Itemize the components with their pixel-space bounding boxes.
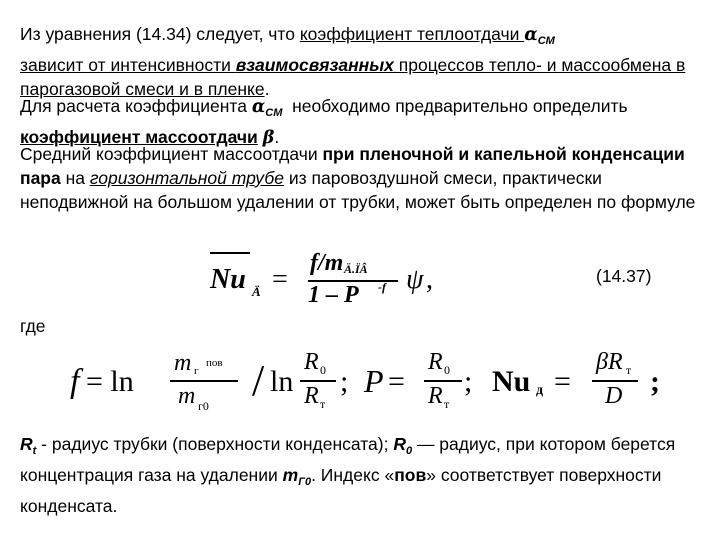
equation-number: (14.37): [596, 266, 652, 286]
f-symbol: f: [70, 363, 80, 400]
semicolon: ;: [650, 365, 660, 398]
term-interconnected: взаимосвязанных: [235, 55, 394, 75]
m-numerator: m: [174, 350, 192, 376]
semicolon: ;: [464, 365, 473, 398]
fraction-line: [170, 380, 238, 382]
alpha-symbol: α: [524, 25, 538, 45]
text: процессов тепло- и массообмена в парогазовой смеси и в пленке: [20, 55, 686, 99]
r0-numerator: R: [428, 349, 443, 375]
numerator-subscript: Ä.ÏÂ: [344, 262, 368, 276]
fraction-line: [592, 380, 638, 382]
comma: ,: [426, 264, 433, 295]
m-numerator-subscript: г: [194, 365, 199, 377]
rt-denominator-subscript: т: [320, 397, 326, 411]
beta-r-subscript: т: [626, 363, 632, 377]
text: .: [264, 79, 270, 99]
paragraph-heat-transfer: [20, 22, 700, 101]
beta-r-numerator: βR: [596, 349, 623, 375]
text: необходимо предварительно определить: [282, 96, 633, 116]
term-condensation: при пленочной и капельной конденсации пара: [20, 144, 685, 188]
r0-numerator-subscript: 0: [320, 363, 326, 377]
text: .: [274, 127, 280, 147]
term-heat-transfer-coefficient: коэффициент теплоотдачи: [299, 24, 525, 44]
fraction-line: [300, 380, 336, 382]
formula-definitions: [60, 345, 680, 425]
rt-denominator: R: [428, 383, 443, 409]
overline: [210, 252, 250, 254]
m-subscript: Г0: [298, 476, 312, 488]
fraction-line: [424, 380, 462, 382]
text: зависит от интенсивности: [20, 55, 236, 75]
ln-second: ln: [270, 365, 294, 398]
nusselt-symbol: Nu: [210, 264, 246, 295]
m-denominator-subscript: г0: [198, 399, 209, 413]
text: Для расчета коэффициента: [20, 96, 252, 116]
text: на: [60, 168, 90, 188]
text: из паровоздушной смеси, практически неподвижной на большом удалении от трубки, может быть определен по формуле: [20, 168, 696, 212]
r0-subscript: 0: [405, 445, 413, 457]
rt-denominator-subscript: т: [444, 397, 450, 411]
term-horizontal-tube: горизонтальной трубе: [89, 168, 284, 188]
m-symbol: m: [282, 465, 299, 485]
text: . Индекс «: [311, 465, 395, 485]
rt-subscript: t: [32, 445, 37, 457]
nusselt-symbol: Nu: [492, 365, 531, 398]
m-numerator-subscript-pov: пов: [206, 357, 223, 369]
paragraph-radius-definitions: [20, 432, 700, 518]
term-mass-transfer-coefficient: коэффициент массоотдачи: [20, 127, 258, 147]
nusselt-subscript: Ä: [252, 284, 261, 299]
semicolon: ;: [340, 365, 349, 398]
rt-denominator: R: [304, 383, 319, 409]
denominator: 1 – P: [308, 282, 359, 308]
text: Из уравнения (14.34) следует, что: [20, 24, 300, 44]
text: - радиус трубки (поверхности конденсата);: [36, 434, 394, 454]
p-symbol: P: [364, 363, 384, 399]
psi-symbol: ψ: [406, 264, 424, 295]
equals-sign: =: [388, 365, 405, 398]
index-pov: пов: [394, 465, 427, 485]
division-slash: /: [252, 356, 265, 405]
formula-14-37: [210, 250, 470, 312]
text: Средний коэффициент массоотдачи: [20, 144, 323, 164]
alpha-subscript: СМ: [537, 35, 555, 47]
equals-sign: =: [554, 365, 571, 398]
nusselt-subscript: д: [536, 383, 544, 398]
m-denominator: m: [178, 383, 196, 409]
text: » соответствует поверхности конденсата.: [20, 465, 662, 516]
text: — радиус, при котором берется концентрация газа на удалении: [20, 434, 676, 485]
denominator-exponent: -f: [378, 280, 386, 294]
alpha-subscript: СМ: [265, 107, 283, 119]
d-denominator: D: [605, 383, 623, 409]
equals-sign: =: [272, 264, 288, 295]
beta-symbol: β: [262, 128, 275, 148]
paragraph-average-coefficient: [20, 142, 700, 214]
numerator: f/m: [310, 250, 344, 276]
where-label: где: [20, 316, 46, 336]
rt-symbol: R: [20, 434, 33, 454]
r0-numerator-subscript: 0: [444, 363, 450, 377]
equals-ln: = ln: [86, 365, 134, 398]
r0-symbol: R: [393, 434, 406, 454]
r0-numerator: R: [304, 349, 319, 375]
alpha-symbol: α: [251, 97, 266, 117]
